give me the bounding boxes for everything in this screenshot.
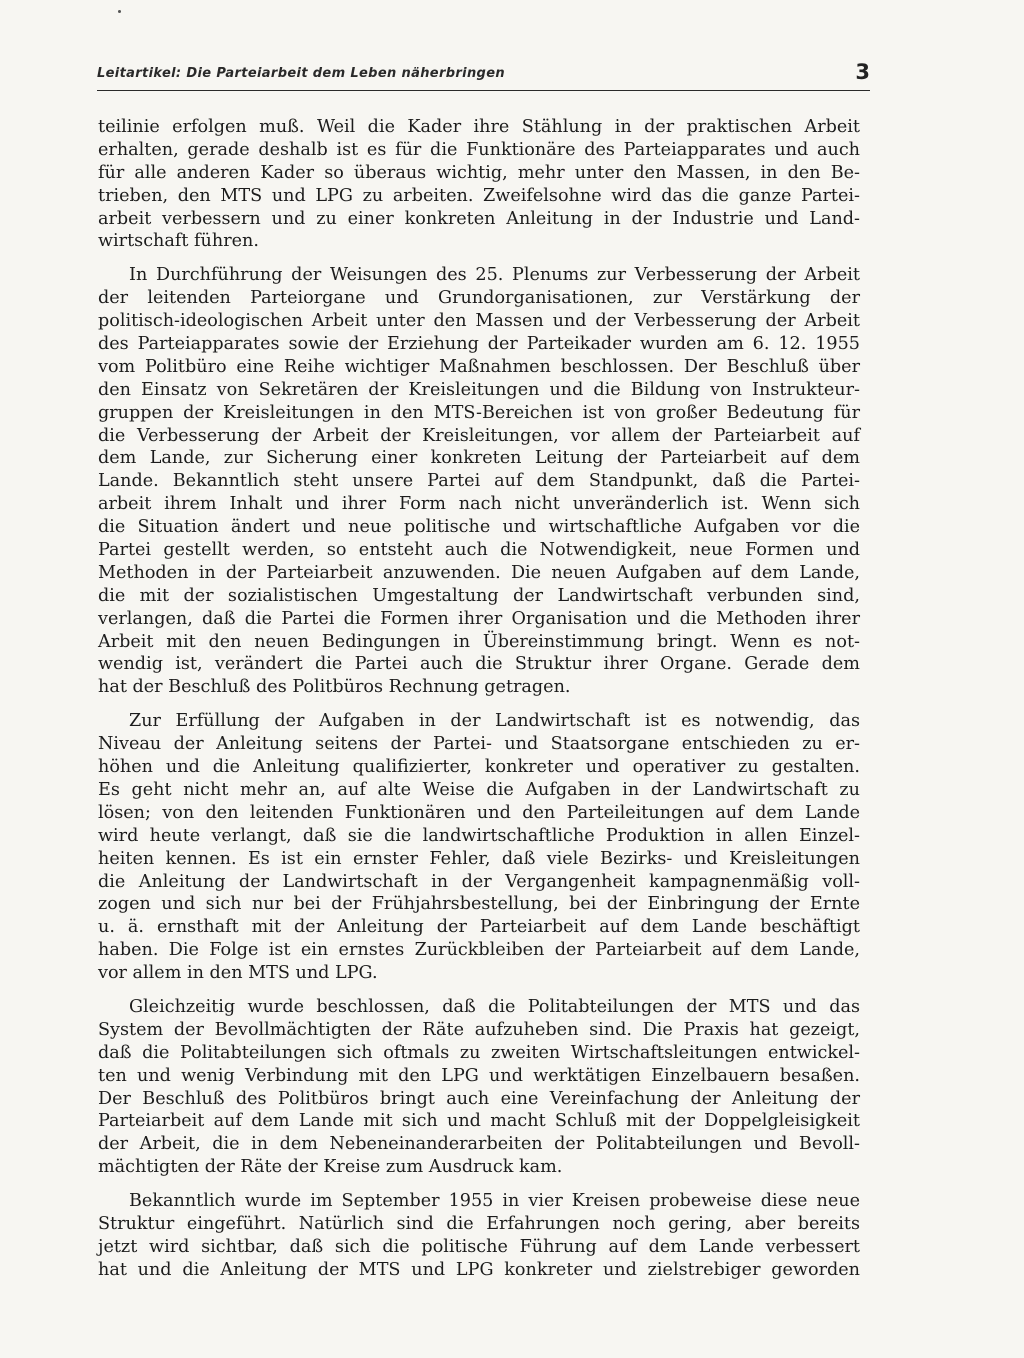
text-line: Bekanntlich wurde im September 1955 in vier Kreisen probeweise diese neue — [129, 1191, 860, 1212]
text-line: teilinie erfolgen muß. Weil die Kader ihre Stählung in der praktischen Arbeit — [98, 117, 860, 137]
text-line: der leitenden Parteiorgane und Grundorganisationen, zur Verstärkung der — [98, 288, 860, 309]
text-line: ten und wenig Verbindung mit den LPG und werktätigen Einzelbauern besaßen. — [98, 1065, 860, 1086]
text-line: lösen; von den leitenden Funktionären und den Parteileitungen auf dem Lande — [98, 802, 860, 823]
text-line: In Durchführung der Weisungen des 25. Plenums zur Verbesserung der Arbeit — [129, 265, 860, 286]
text-line: wendig ist, verändert die Partei auch die Struktur ihrer Organe. Gerade dem — [98, 654, 860, 675]
running-title: Leitartikel: Die Parteiarbeit dem Leben näherbringen — [97, 66, 505, 81]
print-speck — [118, 10, 121, 13]
text-line: wirtschaft führen. — [98, 231, 259, 252]
text-line: Lande. Bekanntlich steht unsere Partei auf dem Standpunkt, daß die Partei- — [98, 471, 860, 492]
text-line: heiten kennen. Es ist ein ernster Fehler, daß viele Bezirks- und Kreisleitungen — [98, 848, 860, 869]
text-line: für alle anderen Kader so überaus wichtig, mehr unter den Massen, in den Be- — [98, 162, 860, 183]
text-line: Struktur eingeführt. Natürlich sind die Erfahrungen noch gering, aber bereits — [98, 1213, 860, 1234]
text-line: Parteiarbeit auf dem Lande mit sich und macht Schluß mit der Doppelgleisigkeit — [98, 1111, 860, 1132]
text-line: haben. Die Folge ist ein ernstes Zurückbleiben der Parteiarbeit auf dem Lande, — [98, 940, 860, 961]
article-body — [98, 116, 860, 1293]
page-number: 3 — [855, 60, 870, 84]
text-line: die Verbesserung der Arbeit der Kreisleitungen, vor allem der Parteiarbeit auf — [98, 425, 860, 446]
text-line: höhen und die Anleitung qualifizierter, konkreter und operativer zu gestalten. — [98, 757, 860, 778]
text-line: dem Lande, zur Sicherung einer konkreten Leitung der Parteiarbeit auf dem — [98, 448, 860, 469]
text-line: erhalten, gerade deshalb ist es für die Funktionäre des Parteiapparates und auch — [98, 139, 860, 160]
text-line: wird heute verlangt, daß sie die landwirtschaftliche Produktion in allen Einzel- — [98, 825, 860, 846]
text-line: des Parteiapparates sowie der Erziehung der Parteikader wurden am 6. 12. 1955 — [98, 334, 860, 355]
paragraph — [98, 264, 860, 699]
text-line: Der Beschluß des Politbüros bringt auch eine Vereinfachung der Anleitung der — [98, 1088, 860, 1109]
running-head — [97, 60, 870, 91]
text-line: u. ä. ernsthaft mit der Anleitung der Parteiarbeit auf dem Lande beschäftigt — [98, 917, 860, 938]
text-line: Zur Erfüllung der Aufgaben in der Landwirtschaft ist es notwendig, das — [129, 711, 860, 732]
text-line: arbeit verbessern und zu einer konkreten Anleitung in der Industrie und Land- — [98, 208, 860, 229]
text-line: Es geht nicht mehr an, auf alte Weise die Aufgaben in der Landwirtschaft zu — [98, 779, 860, 800]
text-line: Partei gestellt werden, so entsteht auch die Notwendigkeit, neue Formen und — [98, 540, 860, 561]
text-line: die Situation ändert und neue politische und wirtschaftliche Aufgaben vor die — [98, 517, 860, 538]
text-line: verlangen, daß die Partei die Formen ihrer Organisation und die Methoden ihrer — [98, 608, 860, 629]
text-line: mächtigten der Räte der Kreise zum Ausdruck kam. — [98, 1157, 563, 1178]
text-line: vom Politbüro eine Reihe wichtiger Maßnahmen beschlossen. Der Beschluß über — [98, 356, 860, 377]
text-line: gruppen der Kreisleitungen in den MTS-Bereichen ist von großer Bedeutung für — [98, 402, 860, 423]
text-line: jetzt wird sichtbar, daß sich die politische Führung auf dem Lande verbessert — [98, 1236, 860, 1257]
text-line: politisch-ideologischen Arbeit unter den Massen und der Verbesserung der Arbeit — [98, 311, 860, 332]
text-line: Niveau der Anleitung seitens der Partei- und Staatsorgane entschieden zu er- — [98, 734, 860, 755]
text-line: zogen und sich nur bei der Frühjahrsbestellung, bei der Einbringung der Ernte — [98, 894, 860, 915]
text-line: System der Bevollmächtigten der Räte aufzuheben sind. Die Praxis hat gezeigt, — [98, 1019, 860, 1040]
text-line: daß die Politabteilungen sich oftmals zu zweiten Wirtschaftsleitungen entwickel- — [98, 1042, 860, 1063]
paragraph — [98, 1190, 860, 1282]
text-line: Gleichzeitig wurde beschlossen, daß die Politabteilungen der MTS und das — [129, 996, 860, 1017]
text-line: trieben, den MTS und LPG zu arbeiten. Zweifelsohne wird das die ganze Partei- — [98, 185, 860, 206]
text-line: die Anleitung der Landwirtschaft in der Vergangenheit kampagnenmäßig voll- — [98, 871, 860, 892]
text-line: hat und die Anleitung der MTS und LPG konkreter und zielstrebiger geworden — [98, 1259, 860, 1280]
text-line: Methoden in der Parteiarbeit anzuwenden. Die neuen Aufgaben auf dem Lande, — [98, 562, 860, 583]
paragraph — [98, 710, 860, 985]
paragraph — [98, 996, 860, 1179]
text-line: die mit der sozialistischen Umgestaltung der Landwirtschaft verbunden sind, — [98, 585, 860, 606]
text-line: hat der Beschluß des Politbüros Rechnung getragen. — [98, 677, 571, 698]
text-line: vor allem in den MTS und LPG. — [98, 963, 378, 984]
paragraph — [98, 116, 860, 253]
text-line: Arbeit mit den neuen Bedingungen in Übereinstimmung bringt. Wenn es not- — [98, 631, 860, 652]
text-line: den Einsatz von Sekretären der Kreisleitungen und die Bildung von Instrukteur- — [98, 379, 860, 400]
text-line: der Arbeit, die in dem Nebeneinanderarbeiten der Politabteilungen und Bevoll- — [98, 1134, 860, 1155]
text-line: arbeit ihrem Inhalt und ihrer Form nach nicht unveränderlich ist. Wenn sich — [98, 494, 860, 515]
